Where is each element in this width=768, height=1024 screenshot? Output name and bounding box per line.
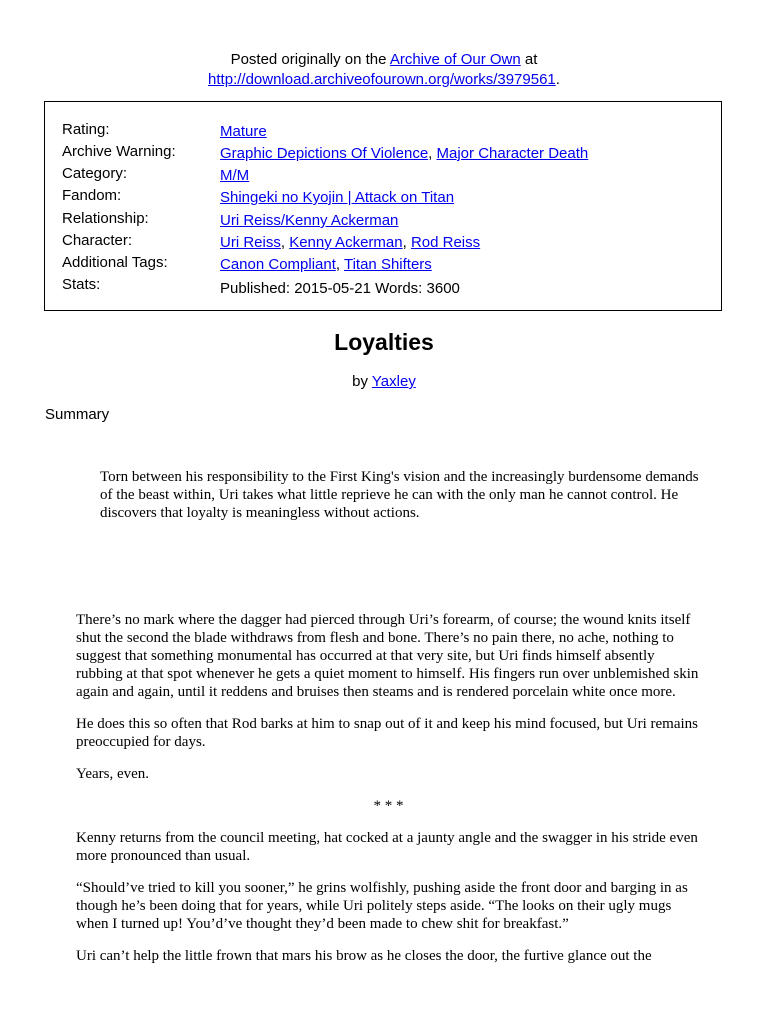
meta-row-fandom — [45, 185, 721, 207]
work-url-link[interactable]: http://download.archiveofourown.org/works/3979561 — [208, 71, 556, 88]
posted-notice — [0, 50, 768, 90]
category-label: Category: — [62, 165, 128, 182]
meta-row-warning: Archive Warning: Graphic Depictions Of Violence, Major Character Death — [62, 143, 589, 162]
story-paragraph: Kenny returns from the council meeting, hat cocked at a jaunty angle and the swagger in his stride even more pronounced than usual. — [76, 830, 698, 864]
meta-row-category — [45, 163, 721, 185]
story-paragraph: There’s no mark where the dagger had pierced through Uri’s forearm, of course; the wound knits itself shut the second the blade withdraws from flesh and bone. There’s no pain there, no ache, nothing to suggest that something monumental has occurred at that very site, but Uri finds himself absently rubbing at that spot whenever he gets a quiet moment to himself. His fingers run over unblemished skin again and again, until it reddens and bruises then steams and is rendered porcelain white once more. — [76, 612, 699, 700]
warning-link-death[interactable]: Major Character Death — [436, 145, 589, 162]
rating-label: Rating: — [62, 121, 110, 138]
metadata-box — [44, 101, 722, 311]
byline: by Yaxley — [352, 373, 416, 390]
meta-row-relationship — [45, 208, 721, 230]
stats-value: Published: 2015-05-21 Words: 3600 — [220, 280, 460, 297]
stats-label: Stats: — [62, 276, 101, 293]
meta-row-character: Character: Uri Reiss, Kenny Ackerman, Rod Reiss — [62, 232, 481, 251]
meta-row-tags: Additional Tags: Canon Compliant, Titan Shifters — [62, 254, 432, 273]
tag-link-shifters[interactable]: Titan Shifters — [343, 256, 432, 273]
summary-heading: Summary — [45, 406, 110, 423]
story-paragraph: Uri can’t help the little frown that mars his brow as he closes the door, the furtive glance out the — [76, 948, 652, 964]
warning-label: Archive Warning: — [62, 143, 176, 160]
scene-separator: * * * — [373, 798, 404, 814]
category-link[interactable]: M/M — [220, 167, 250, 184]
character-link-uri[interactable]: Uri Reiss — [220, 234, 281, 251]
tag-link-canon[interactable]: Canon Compliant — [220, 256, 336, 273]
character-link-kenny[interactable]: Kenny Ackerman — [289, 234, 403, 251]
story-body — [76, 611, 701, 979]
posted-line-1: Posted originally on the Archive of Our Own at — [230, 51, 538, 68]
fandom-label: Fandom: — [62, 187, 122, 204]
meta-row-stats — [45, 274, 721, 296]
story-paragraph: He does this so often that Rod barks at him to snap out of it and keep his mind focused, but Uri remains preoccupied for days. — [76, 716, 698, 750]
meta-row-rating — [45, 119, 721, 141]
story-paragraph: “Should’ve tried to kill you sooner,” he grins wolfishly, pushing aside the front door and barging in as though he’s been doing that for years, while Uri politely steps aside. “The looks on their ugly mugs when I turned up! You’d’ve thought they’d been made to chew shit for breakfast.” — [76, 880, 688, 932]
fandom-link[interactable]: Shingeki no Kyojin | Attack on Titan — [220, 189, 455, 206]
rating-link[interactable]: Mature — [220, 123, 267, 140]
story-paragraph: Years, even. — [76, 766, 150, 782]
summary-text: Torn between his responsibility to the First King's vision and the increasingly burdensome demands of the beast within, Uri takes what little reprieve he can with the only man he cannot control. He discovers that loyalty is meaningless without actions. — [100, 469, 699, 521]
character-link-rod[interactable]: Rod Reiss — [410, 234, 481, 251]
relationship-link[interactable]: Uri Reiss/Kenny Ackerman — [220, 212, 399, 229]
archive-link[interactable]: Archive of Our Own — [389, 51, 521, 68]
warning-link-violence[interactable]: Graphic Depictions Of Violence — [220, 145, 429, 162]
posted-line-2: http://download.archiveofourown.org/works/3979561. — [208, 71, 560, 88]
character-label: Character: — [62, 232, 133, 249]
work-title: Loyalties — [334, 329, 434, 355]
tags-label: Additional Tags: — [62, 254, 168, 271]
relationship-label: Relationship: — [62, 210, 149, 227]
author-link[interactable]: Yaxley — [371, 373, 416, 390]
